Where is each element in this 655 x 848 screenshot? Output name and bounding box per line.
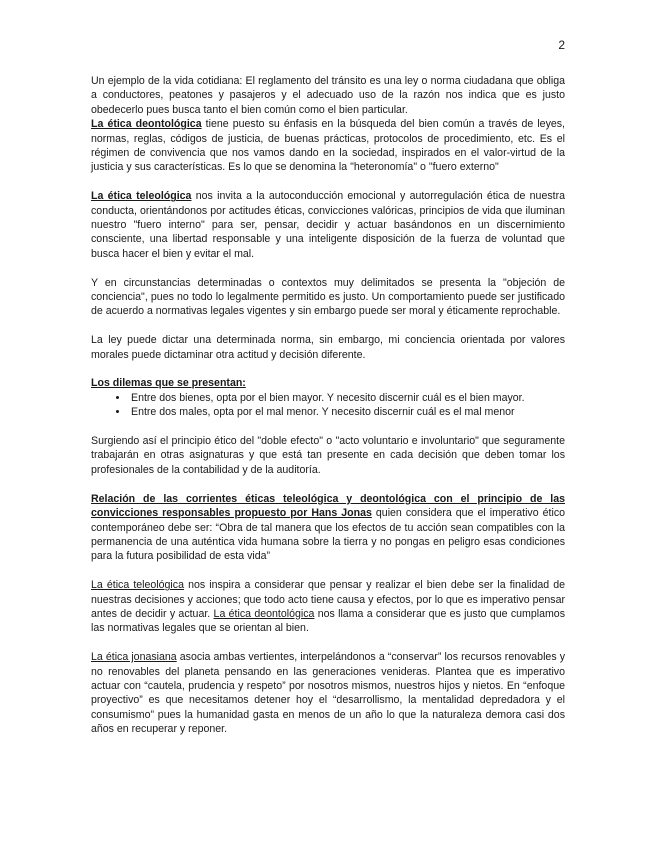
paragraph-teleological-deontological: La ética teleológica nos inspira a considerar que pensar y realizar el bien debe ser la finalidad de nuestras decisiones y acciones; que todo acto tiene causa y efectos, por lo que es imperativo pensar antes de decidir y actuar. La ética deontológica nos llama a considerar que es justo que cumplamos las normativas legales que se orientan al bien. <box>91 579 565 635</box>
hans-jonas-heading: Relación de las corrientes éticas teleológica y deontológica con el principio de las convicciones responsables propuesto por Hans Jonas <box>91 492 565 520</box>
term-deontological-ethics: La ética deontológica <box>91 118 202 131</box>
paragraph-law-conscience: La ley puede dictar una determinada norma, sin embargo, mi conciencia orientada por valores morales puede dictaminar otra actitud y decisión diferente. <box>91 334 565 361</box>
dilemmas-heading: Los dilemas que se presentan: <box>91 377 246 390</box>
list-item: • Entre dos bienes, opta por el bien mayor. Y necesito discernir cuál es el bien mayor. <box>129 391 565 405</box>
paragraph-traffic-example: Un ejemplo de la vida cotidiana: El reglamento del tránsito es una ley o norma ciudadana que obliga a conductores, peatones y pasajeros y el adecuado uso de la razón nos indica que es justo obedecerlo pues busca tanto el bien común como el bien particular. <box>91 75 565 116</box>
paragraph-teleological: La ética teleológica nos invita a la autoconducción emocional y autorregulación ética de nuestra conducta, orientándonos por actitudes éticas, convicciones valóricas, principios de vida que iluminan nuestro "fuero interno" para ser, pensar, decidir y actuar basándonos en un discernimiento consciente, una libertad responsable y una inteligente disposición de la fuerza de voluntad que busca hacer el bien y evitar el mal. <box>91 190 565 260</box>
list-item: • Entre dos males, opta por el mal menor. Y necesito discernir cuál es el mal menor <box>129 405 565 419</box>
dilemmas-list <box>91 391 565 420</box>
paragraph-conscientious-objection: Y en circunstancias determinadas o contextos muy delimitados se presenta la "objeción de conciencia", pues no todo lo legalmente permitido es justo. Un comportamiento puede ser justificado de acuerdo a normativas legales vigentes y sin embargo puede ser moral y éticamente reprochable. <box>91 276 565 318</box>
term-teleological-ethics: La ética teleológica <box>91 579 184 592</box>
term-deontological-ethics: La ética deontológica <box>213 607 315 620</box>
paragraph-jonasian-ethics: La ética jonasiana asocia ambas vertientes, interpelándonos a “conservar” los recursos renovables y no renovables del planeta pensando en las generaciones venideras. Plantea que es imperativo actuar con “cautela, prudencia y respeto” por nosotros mismos, nuestros hijos y nietos. En “enfoque proyectivo” es que necesitamos detener hoy el “desarrollismo, la mentalidad depredadora y el consumismo” pues la humanidad gasta en menos de un año lo que la naturaleza demora casi dos años en recuperar y reponer. <box>91 651 565 736</box>
paragraph-double-effect: Surgiendo así el principio ético del "doble efecto" o "acto voluntario e involuntario" que seguramente trabajarán en otras asignaturas y que está tan presente en cada decisión que deben tomar los profesionales de la contabilidad y de la auditoría. <box>91 435 565 476</box>
term-jonasian-ethics: La ética jonasiana <box>91 651 177 664</box>
page-number: 2 <box>558 38 565 52</box>
paragraph-hans-jonas: Relación de las corrientes éticas teleológica y deontológica con el principio de las convicciones responsables propuesto por Hans Jonas quien considera que el imperativo ético contemporáneo debe ser: “Obra de tal manera que los efectos de tu acción sean compatibles con la permanencia de una auténtica vida humana sobre la tierra y no pongas en peligro esas condiciones para la futura posibilidad de esta vida” <box>91 492 566 563</box>
document-body <box>91 74 565 737</box>
term-teleological-ethics: La ética teleológica <box>91 190 192 203</box>
paragraph-deontological: La ética deontológica tiene puesto su énfasis en la búsqueda del bien común a través de leyes, normas, reglas, códigos de justicia, de buenas prácticas, protocolos de procedimiento, etc. Es el régimen de convivencia que nos vamos dando en la sociedad, inspirados en el valor-virtud de la justicia y sus características. Es lo que se denomina la "heteronomía" o "fuero externo" <box>91 118 566 174</box>
